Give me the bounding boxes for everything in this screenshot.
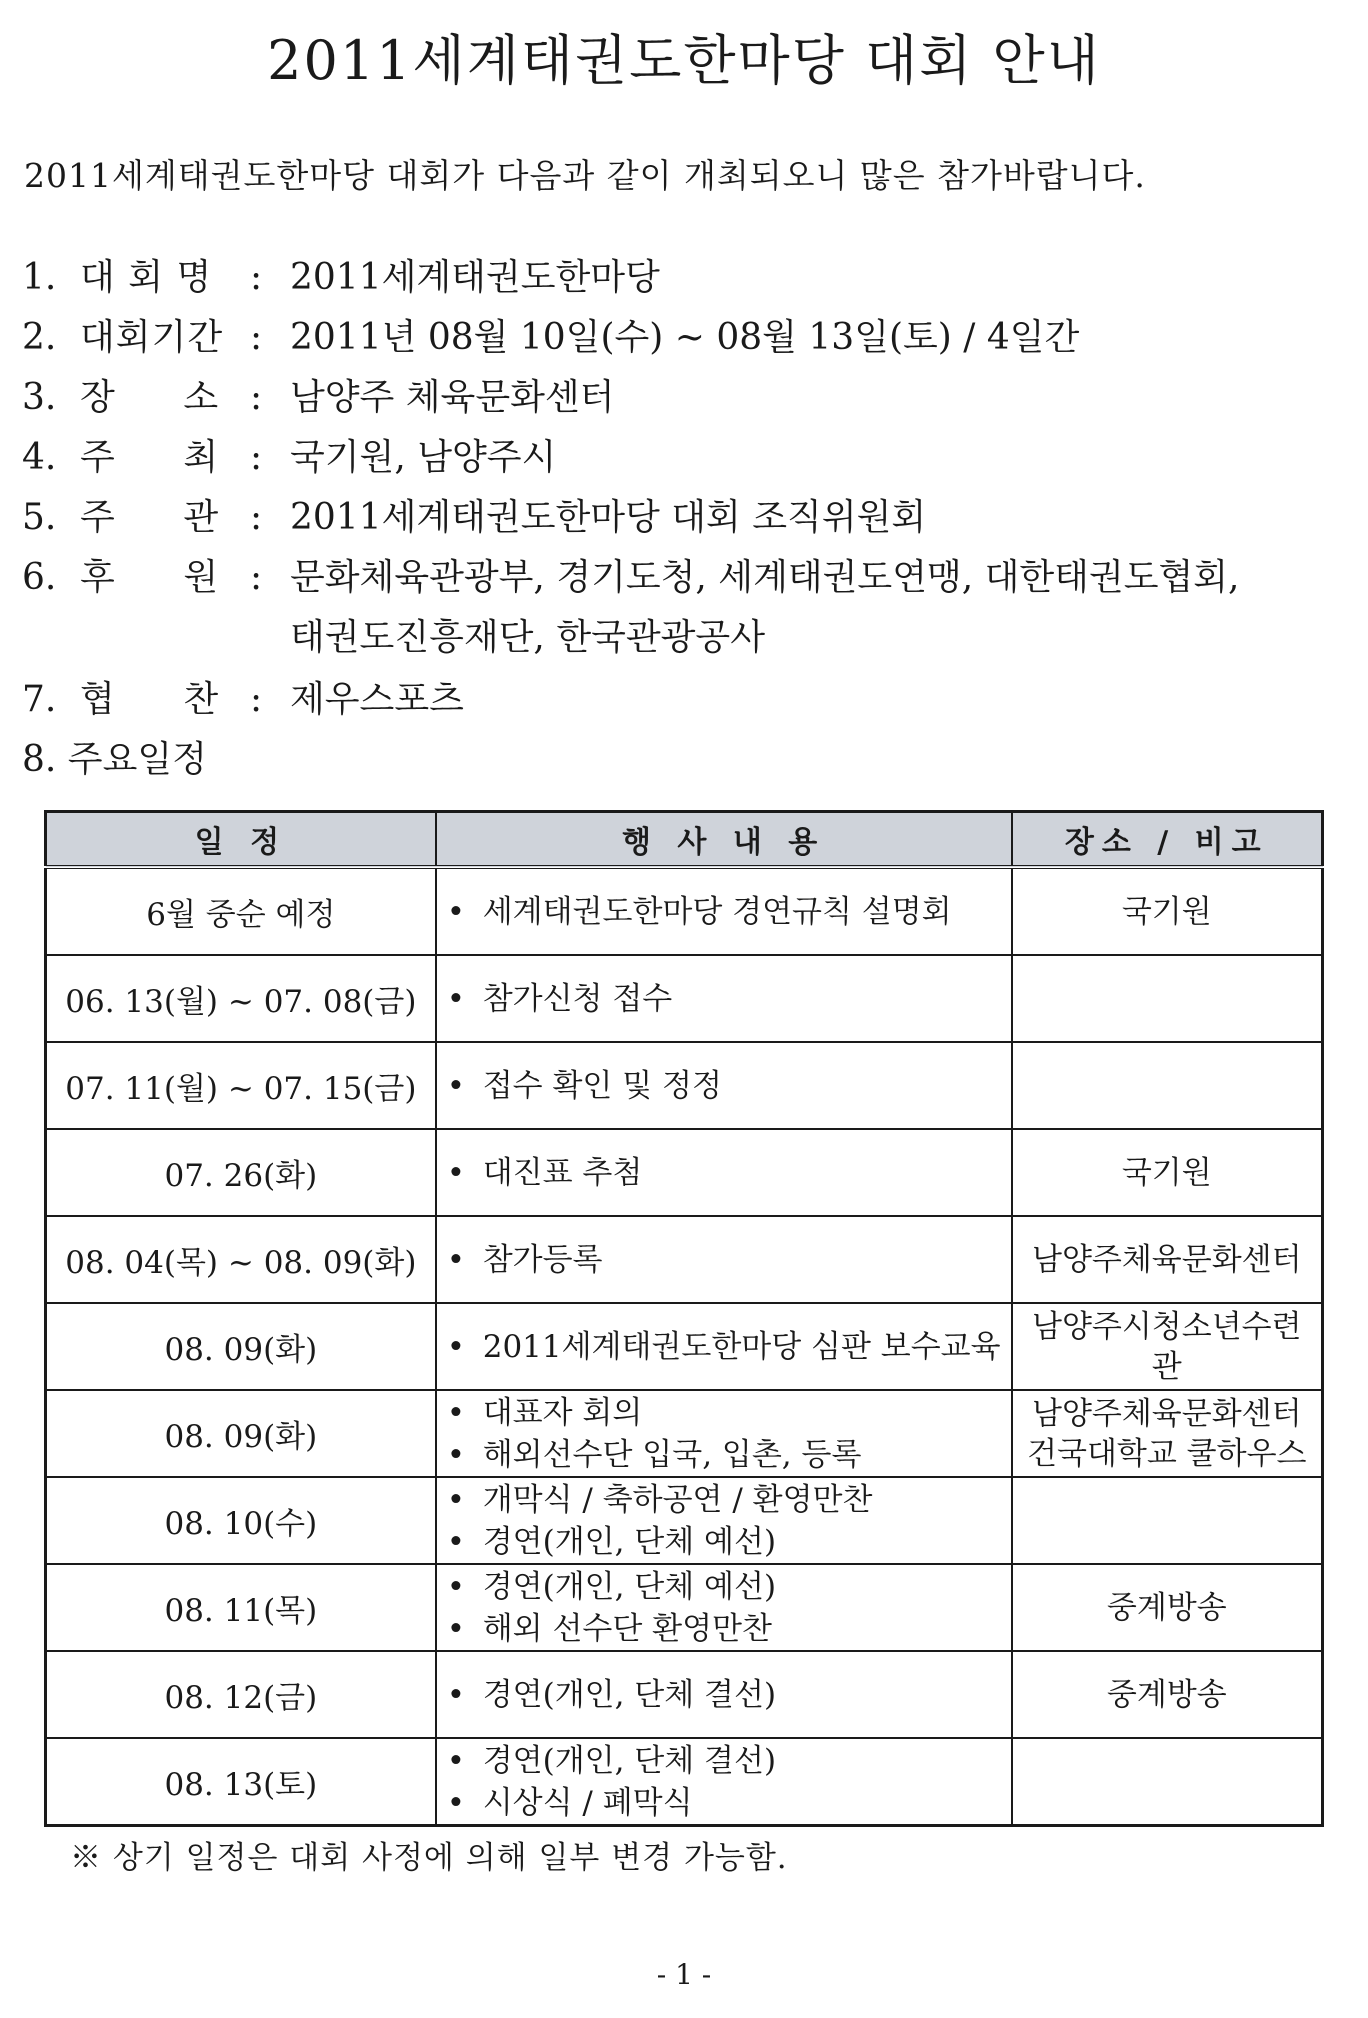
cell-place [1012,1477,1323,1564]
event-item: • 해외선수단 입국, 입촌, 등록 [447,1434,1001,1476]
place-line: 남양주시청소년수련관 [1032,1308,1302,1385]
event-item: • 시상식 / 폐막식 [447,1782,1001,1824]
table-row [46,1390,1323,1477]
event-item: • 대진표 추첨 [447,1152,1001,1194]
cell-place [1012,1390,1323,1477]
table-row [46,1216,1323,1303]
item-number: 3. [22,377,57,418]
info-list [22,248,1342,790]
info-item-support [22,670,1342,730]
cell-date: 06. 13(월) ~ 07. 08(금) [46,955,436,1042]
item-label: 대회기간 [80,317,224,358]
item-number: 6. [22,557,57,598]
header-place: 장소 / 비고 [1012,812,1323,868]
place-line: 중계방송 [1106,1676,1227,1713]
table-row [46,1564,1323,1651]
cell-events [436,1216,1012,1303]
info-item-host [22,428,1342,488]
info-item-organizer [22,488,1342,548]
place-line: 건국대학교 쿨하우스 [1027,1435,1307,1472]
item-colon: : [250,377,263,418]
table-row [46,1477,1323,1564]
header-events: 행 사 내 용 [436,812,1012,868]
header-date: 일 정 [46,812,436,868]
table-row [46,1042,1323,1129]
item-label: 후 원 [80,557,219,598]
place-line: 국기원 [1121,893,1212,930]
item-colon: : [250,317,263,358]
item-number: 4. [22,437,57,478]
place-line: 국기원 [1121,1154,1212,1191]
event-item: • 경연(개인, 단체 결선) [447,1740,1001,1782]
info-item-name [22,248,1342,308]
event-item: • 대표자 회의 [447,1392,1001,1434]
info-item-sponsor [22,548,1342,608]
table-row [46,1303,1323,1390]
cell-events [436,1042,1012,1129]
schedule-note: ※ 상기 일정은 대회 사정에 의해 일부 변경 가능함. [70,1840,788,1876]
schedule-heading: 8. 주요일정 [22,739,207,780]
cell-date: 08. 13(토) [46,1738,436,1826]
cell-place [1012,867,1323,955]
event-item: • 경연(개인, 단체 결선) [447,1674,1001,1716]
item-label: 대 회 명 [80,257,213,298]
cell-events [436,1651,1012,1738]
cell-events [436,1303,1012,1390]
info-item-sponsor-continued [22,608,1342,670]
item-value: 국기원, 남양주시 [290,437,557,478]
place-line: 남양주체육문화센터 [1032,1395,1302,1432]
cell-events [436,955,1012,1042]
event-item: • 개막식 / 축하공연 / 환영만찬 [447,1479,1001,1521]
item-colon: : [250,497,263,538]
intro-text: 2011세계태권도한마당 대회가 다음과 같이 개최되오니 많은 참가바랍니다. [24,156,1146,195]
table-row [46,867,1323,955]
cell-date: 08. 09(화) [46,1390,436,1477]
cell-place [1012,1564,1323,1651]
event-item: • 세계태권도한마당 경연규칙 설명회 [447,891,1001,933]
item-number: 5. [22,497,57,538]
cell-date: 07. 11(월) ~ 07. 15(금) [46,1042,436,1129]
place-line: 중계방송 [1106,1589,1227,1626]
schedule-table [44,810,1324,1827]
cell-events [436,1390,1012,1477]
item-label: 주 관 [80,497,219,538]
cell-events [436,1477,1012,1564]
item-value: 2011세계태권도한마당 대회 조직위원회 [290,497,927,538]
event-item: • 참가신청 접수 [447,978,1001,1020]
event-item: • 2011세계태권도한마당 심판 보수교육 [447,1326,1001,1368]
table-row [46,1129,1323,1216]
cell-date: 6월 중순 예정 [46,867,436,955]
cell-place [1012,1303,1323,1390]
item-value: 문화체육관광부, 경기도청, 세계태권도연맹, 대한태권도협회, [290,557,1240,598]
event-item: • 참가등록 [447,1239,1001,1281]
cell-events [436,867,1012,955]
item-colon: : [250,257,263,298]
info-item-venue [22,368,1342,428]
cell-date: 08. 12(금) [46,1651,436,1738]
cell-date: 08. 10(수) [46,1477,436,1564]
item-value: 태권도진흥재단, 한국관광공사 [290,617,765,658]
item-colon: : [250,437,263,478]
item-label: 장 소 [80,377,219,418]
table-row [46,1651,1323,1738]
document-title: 2011세계태권도한마당 대회 안내 [267,29,1101,92]
item-label: 협 찬 [80,679,219,720]
page-number: - 1 - [656,1958,712,1991]
cell-events [436,1564,1012,1651]
cell-date: 08. 09(화) [46,1303,436,1390]
event-item: • 해외 선수단 환영만찬 [447,1608,1001,1650]
item-label: 주 최 [80,437,219,478]
place-line: 남양주체육문화센터 [1032,1241,1302,1278]
table-body [46,867,1323,1826]
item-number: 7. [22,679,57,720]
item-number: 2. [22,317,57,358]
cell-events [436,1129,1012,1216]
event-item: • 접수 확인 및 정정 [447,1065,1001,1107]
cell-place [1012,1042,1323,1129]
cell-date: 08. 04(목) ~ 08. 09(화) [46,1216,436,1303]
cell-place [1012,1651,1323,1738]
event-item: • 경연(개인, 단체 예선) [447,1521,1001,1563]
item-value: 제우스포츠 [290,679,464,720]
item-value: 남양주 체육문화센터 [290,377,615,418]
cell-place [1012,1738,1323,1826]
event-item: • 경연(개인, 단체 예선) [447,1566,1001,1608]
item-colon: : [250,557,263,598]
cell-date: 07. 26(화) [46,1129,436,1216]
table-row [46,955,1323,1042]
table-header-row [46,812,1323,868]
table-row [46,1738,1323,1826]
cell-place [1012,1216,1323,1303]
info-item-period [22,308,1342,368]
cell-events [436,1738,1012,1826]
cell-place [1012,1129,1323,1216]
item-number: 1. [22,257,57,298]
item-colon: : [250,679,263,720]
item-value: 2011년 08월 10일(수) ~ 08월 13일(토) / 4일간 [290,317,1080,358]
cell-place [1012,955,1323,1042]
item-value: 2011세계태권도한마당 [290,257,660,298]
cell-date: 08. 11(목) [46,1564,436,1651]
